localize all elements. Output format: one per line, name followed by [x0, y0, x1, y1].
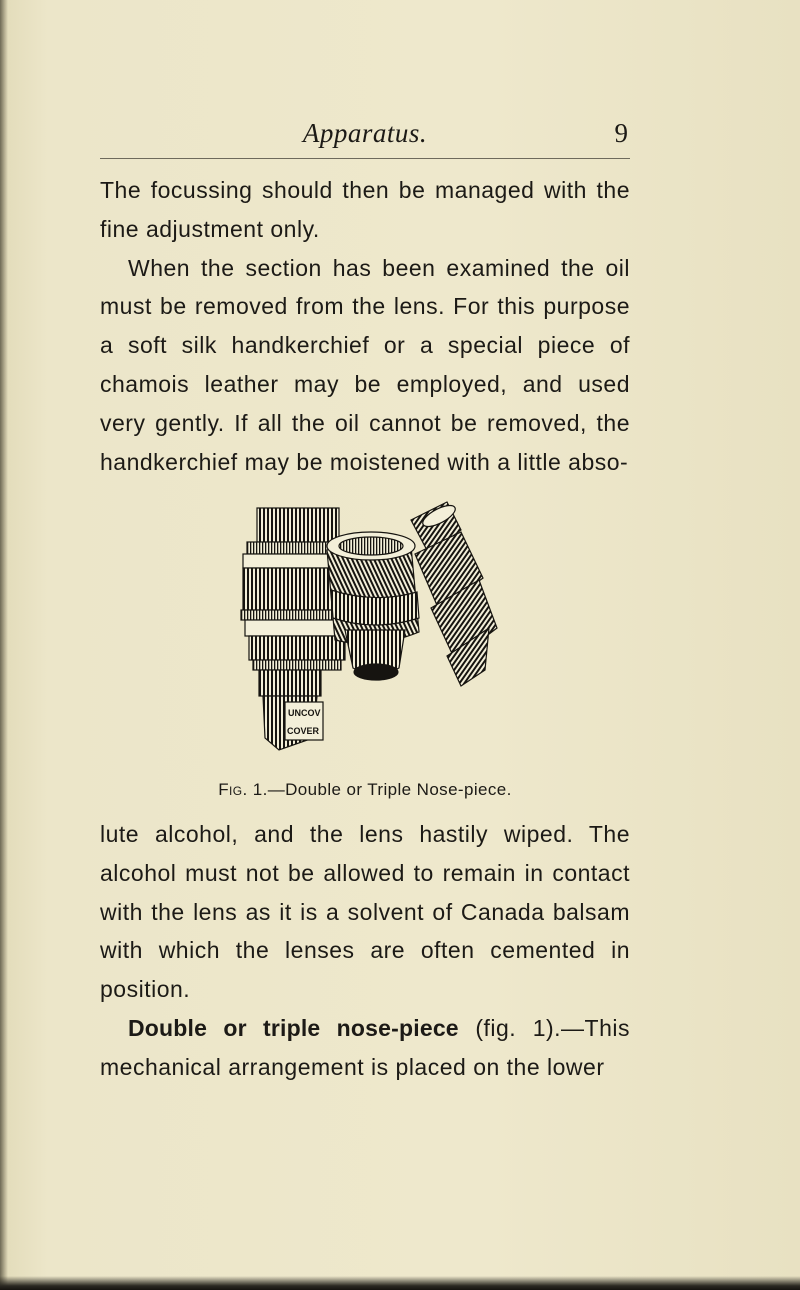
figure-caption-text: —Double or Triple Nose-piece.	[267, 780, 512, 799]
right-objective	[411, 501, 497, 686]
page-bottom-edge	[0, 1276, 800, 1290]
uncover-label: UNCOV	[288, 708, 321, 718]
header-rule	[100, 158, 630, 159]
paragraph-alcohol: lute alcohol, and the lens hastily wiped. The alcohol must not be allowed to remain in contact with the lens as it is a solvent of Canada balsam with which the lenses are often cemented in position.	[100, 821, 630, 1003]
page-number: 9	[614, 118, 628, 148]
nose-piece-illustration	[235, 500, 505, 770]
spine-shadow	[0, 0, 8, 1290]
figure-caption-label: Fig. 1.	[218, 780, 268, 799]
text-block-bottom	[100, 815, 630, 1087]
figure-caption	[100, 780, 630, 800]
page-header	[100, 118, 630, 158]
cover-label: COVER	[287, 726, 320, 736]
section-heading-nose-piece: Double or triple nose-piece	[128, 1014, 459, 1041]
paragraph-oil-removal: When the section has been examined the oil must be removed from the lens. For this purpose a soft silk handkerchief or a special piece of chamois leather may be employed, and used very gently. If all the oil cannot be removed, the handkerchief may be moistened with a little abso-	[100, 254, 630, 475]
paragraph-focussing: The focussing should then be managed with the fine adjustment only.	[100, 177, 630, 242]
paragraph-nose-piece	[100, 1009, 630, 1087]
paragraph-nose-piece-text: (fig. 1).—This mechanical arrangement is placed on the lower	[100, 1014, 630, 1080]
text-block-top	[100, 171, 630, 481]
running-title: Apparatus.	[302, 118, 428, 148]
